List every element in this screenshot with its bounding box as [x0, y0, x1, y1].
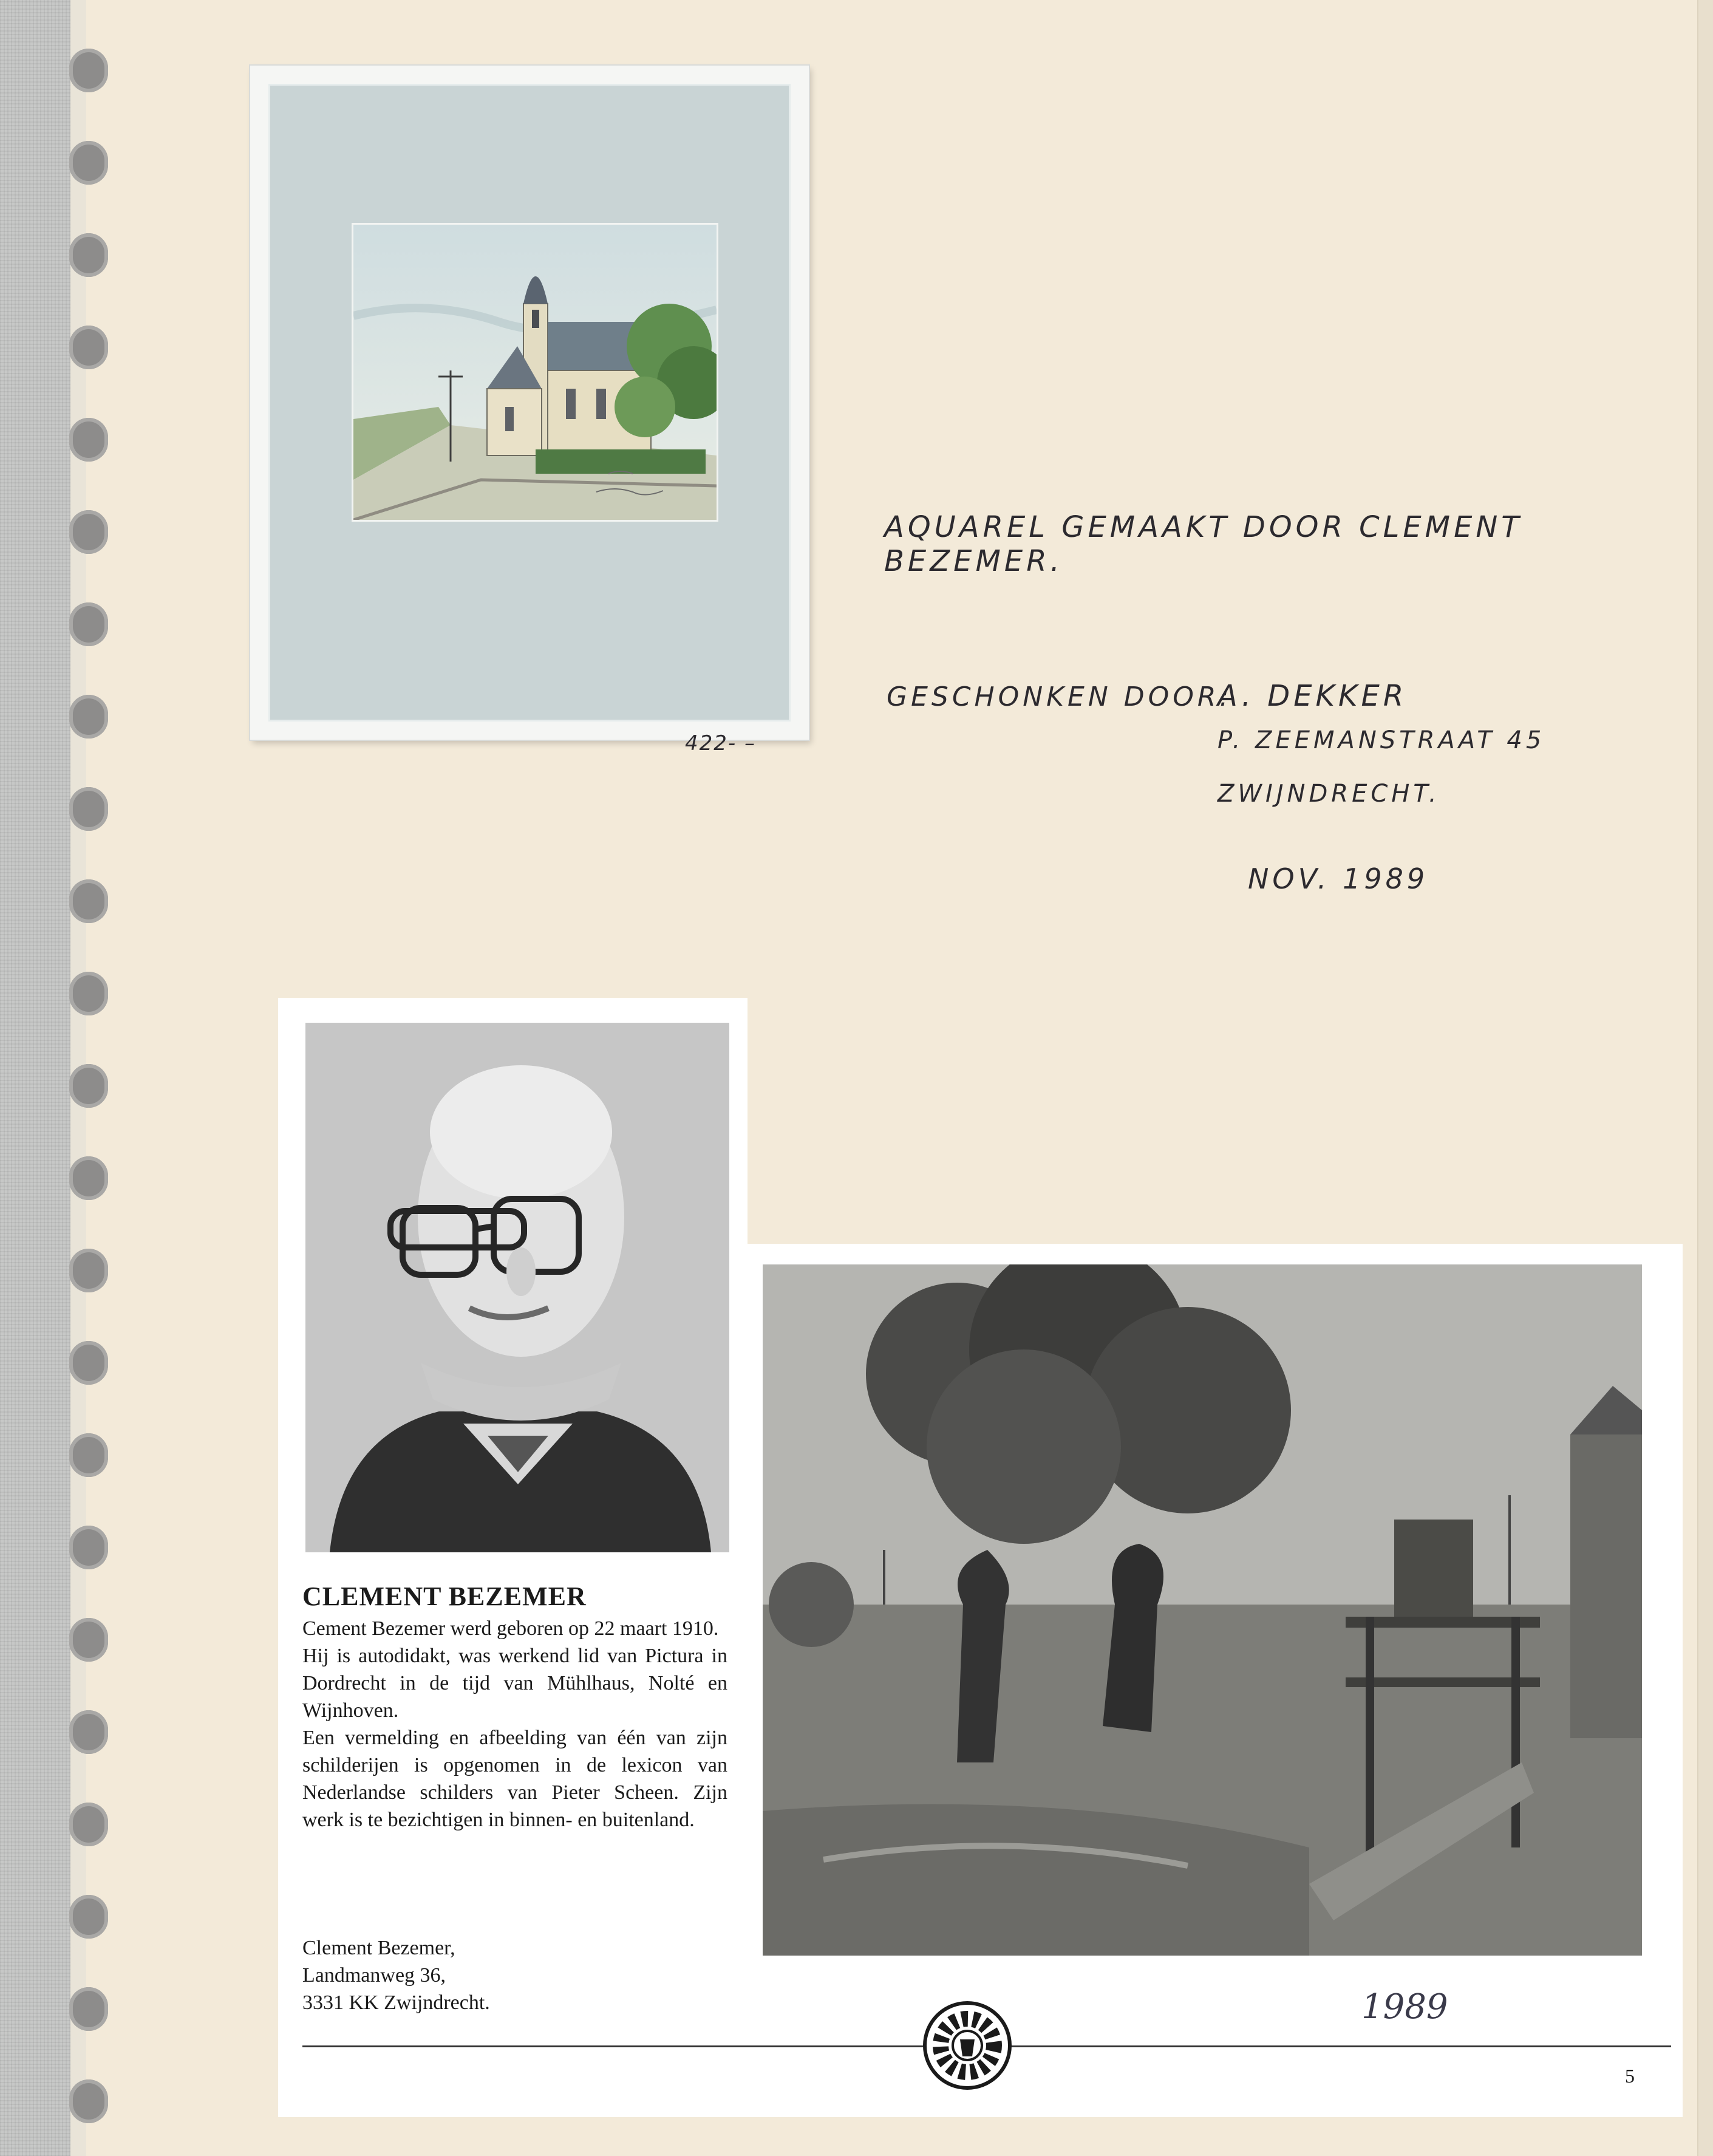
binder-hole — [69, 510, 108, 554]
note-donor-street: P. ZEEMANSTRAAT 45 — [1217, 726, 1545, 754]
binder-hole — [69, 879, 108, 923]
note-date: NOV. 1989 — [1248, 862, 1429, 895]
bio-paragraph: Een vermelding en afbeelding van één van zijn schilderijen is opgenomen in de lexicon van Nederlandse schilders van Pieter Scheen. Zijn werk is te bezichtigen in binnen- en buitenland. — [302, 1727, 727, 1831]
note-frame-number: 422- – — [685, 731, 756, 756]
bio-title: CLEMENT BEZEMER — [302, 1581, 587, 1611]
binder-hole — [69, 1618, 108, 1662]
binder-hole — [69, 787, 108, 831]
handwritten-year: 1989 — [1361, 1987, 1448, 2027]
artist-address — [302, 1934, 490, 2016]
portrait-photo — [305, 1023, 729, 1552]
watercolor-church-painting — [353, 225, 717, 520]
binder-hole — [69, 1526, 108, 1569]
binder-hole — [69, 1895, 108, 1939]
framed-watercolor — [250, 66, 809, 740]
binder-hole — [69, 1433, 108, 1477]
binder-hole — [69, 418, 108, 462]
round-table-emblem-icon — [922, 2001, 1012, 2093]
binder-hole — [69, 49, 108, 92]
binder-hole — [69, 326, 108, 369]
passe-partout — [268, 84, 791, 722]
portrait-image — [305, 1023, 729, 1552]
binder-hole — [69, 1341, 108, 1385]
binder-hole — [69, 1803, 108, 1846]
binder-hole — [69, 2079, 108, 2123]
landscape-painting-photo — [763, 1264, 1642, 1956]
page-edge — [1697, 0, 1713, 2156]
binder-hole — [69, 602, 108, 646]
note-donor-name: A. DEKKER — [1217, 679, 1408, 713]
binder-hole — [69, 1710, 108, 1754]
address-line: Landmanweg 36, — [302, 1964, 446, 1987]
note-donor-city: ZWIJNDRECHT. — [1217, 780, 1440, 808]
note-donated-label: GESCHONKEN DOOR: — [887, 681, 1233, 712]
binder-hole — [69, 233, 108, 277]
binder-hole — [69, 695, 108, 739]
address-line: Clement Bezemer, — [302, 1937, 455, 1959]
bio-text — [302, 1615, 727, 1834]
church-watercolor-image — [353, 225, 717, 520]
willows-landscape-image — [763, 1264, 1642, 1956]
binder-hole — [69, 1987, 108, 2031]
binder-hole — [69, 972, 108, 1015]
address-line: 3331 KK Zwijndrecht. — [302, 1991, 490, 2014]
binder-strip — [0, 0, 70, 2156]
binder-hole — [69, 1064, 108, 1108]
binder-hole — [69, 1156, 108, 1200]
binder-hole — [69, 141, 108, 185]
note-watercolor-by: AQUAREL GEMAAKT DOOR CLEMENT BEZEMER. — [884, 510, 1523, 578]
bio-paragraph: Cement Bezemer werd geboren op 22 maart 1910. — [302, 1617, 719, 1640]
bio-paragraph: Hij is autodidakt, was werkend lid van Pictura in Dordrecht in de tijd van Mühlhaus, Nolté en Wijnhoven. — [302, 1645, 727, 1722]
binder-hole — [69, 1249, 108, 1292]
page-number: 5 — [1625, 2065, 1635, 2087]
